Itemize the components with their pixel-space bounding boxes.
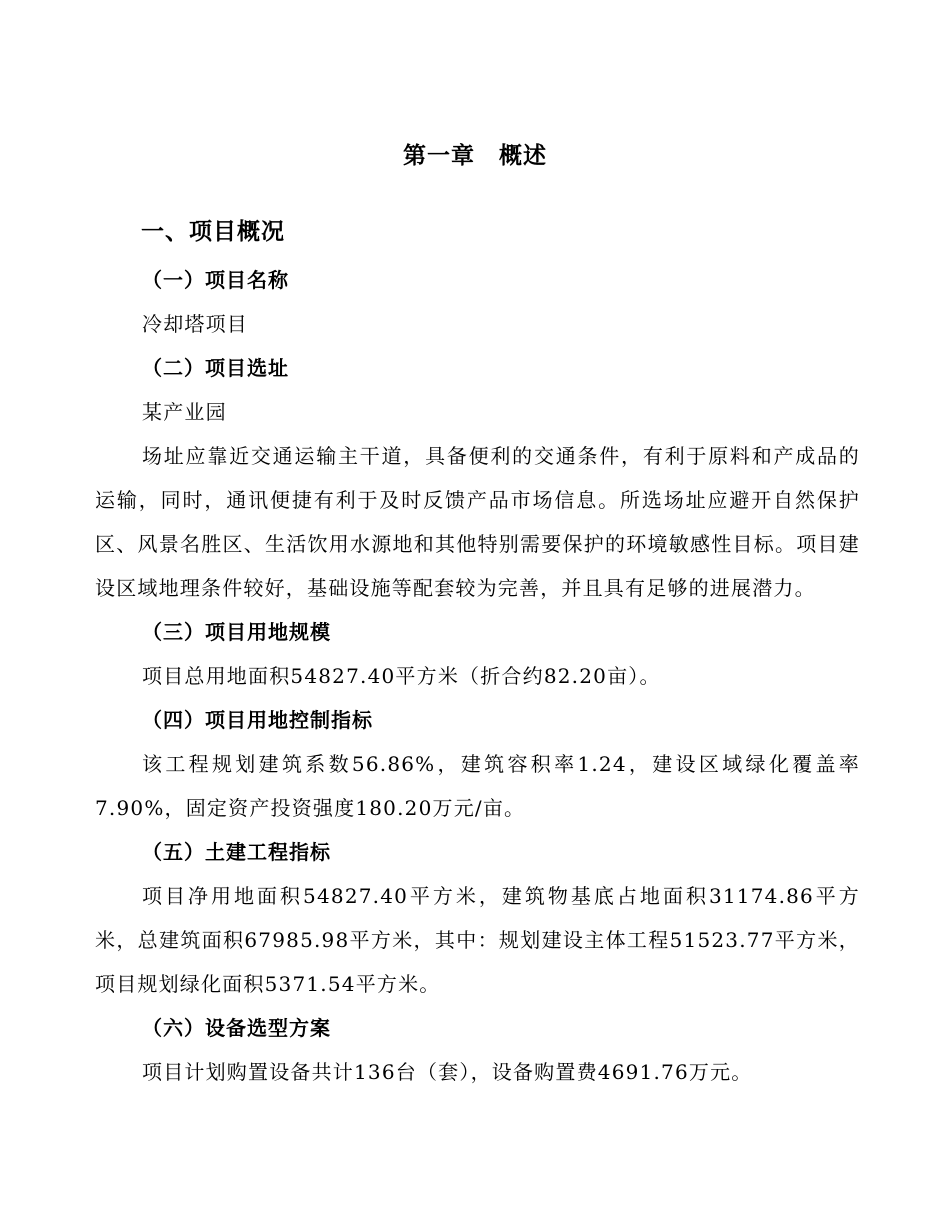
subsection-heading-land-scale: （三）项目用地规模 [142, 620, 331, 644]
subsection-heading-land-control: （四）项目用地控制指标 [142, 708, 373, 732]
subsection-heading-name: （一）项目名称 [142, 268, 289, 292]
land-scale-paragraph: 项目总用地面积54827.40平方米（折合约82.20亩）。 [142, 664, 661, 688]
construction-paragraph: 项目净用地面积54827.40平方米，建筑物基底占地面积31174.86平方米，总建筑面积67985.98平方米，其中：规划建设主体工程51523.77平方米，项目规划绿化面积5371.54平方米。 [95, 884, 860, 996]
chapter-title: 第一章 概述 [403, 143, 547, 169]
subsection-heading-construction: （五）土建工程指标 [142, 840, 331, 864]
section-content [95, 258, 860, 1094]
subsection-heading-location: （二）项目选址 [142, 356, 289, 380]
equipment-paragraph: 项目计划购置设备共计136台（套），设备购置费4691.76万元。 [142, 1060, 753, 1084]
location-name-paragraph: 某产业园 [142, 400, 227, 424]
location-description-paragraph: 场址应靠近交通运输主干道，具备便利的交通条件，有利于原料和产成品的运输，同时，通讯便捷有利于及时反馈产品市场信息。所选场址应避开自然保护区、风景名胜区、生活饮用水源地和其他特别需要保护的环境敏感性目标。项目建设区域地理条件较好，基础设施等配套较为完善，并且具有足够的进展潜力。 [95, 444, 860, 600]
section-title: 一、项目概况 [141, 219, 285, 245]
land-control-paragraph: 该工程规划建筑系数56.86%，建筑容积率1.24，建设区域绿化覆盖率7.90%，固定资产投资强度180.20万元/亩。 [95, 752, 860, 820]
subsection-heading-equipment: （六）设备选型方案 [142, 1016, 331, 1040]
project-name-paragraph: 冷却塔项目 [142, 312, 248, 336]
